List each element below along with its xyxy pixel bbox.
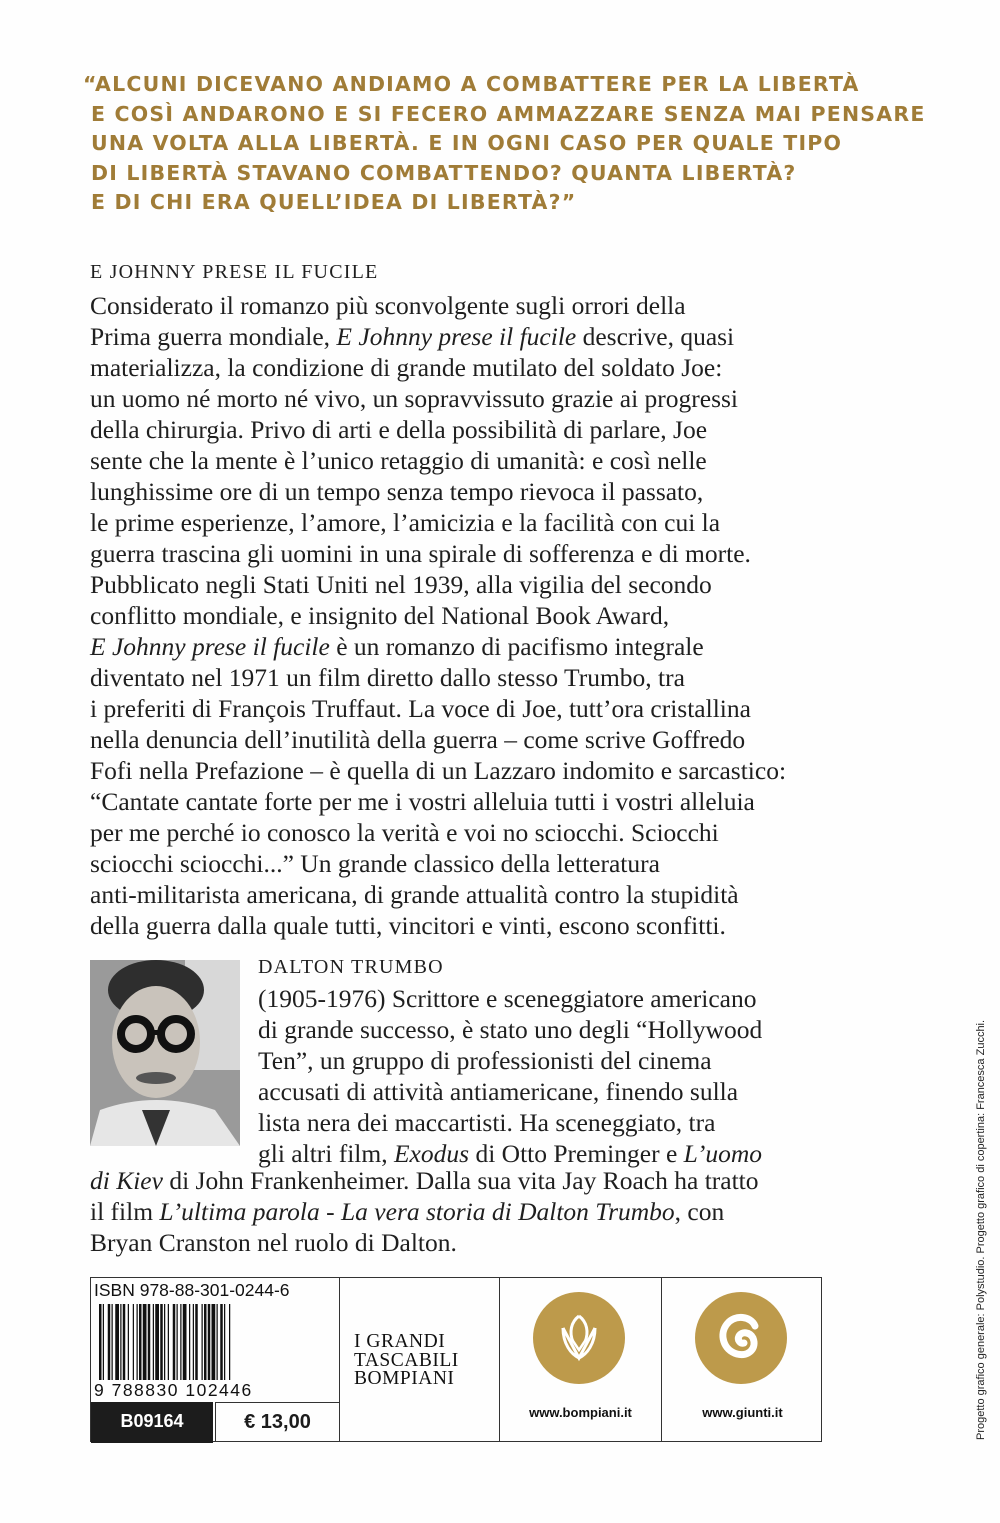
series-name — [354, 1333, 459, 1389]
book-title: E JOHNNY PRESE IL FUCILE — [90, 261, 379, 283]
isbn-label: ISBN 978-88-301-0244-6 — [94, 1280, 290, 1300]
text-line: Bryan Cranston nel ruolo di Dalton. — [90, 1228, 457, 1257]
text-line: di grande successo, è stato uno degli “Hollywood — [258, 1015, 763, 1044]
text-line: nella denuncia dell’inutilità della guerra – come scrive Goffredo — [90, 725, 746, 754]
italic-title: L’uomo — [683, 1139, 763, 1168]
bompiani-url[interactable]: www.bompiani.it — [529, 1405, 632, 1420]
giunti-cell — [661, 1278, 823, 1441]
text-line: Ten”, un gruppo di professionisti del cinema — [258, 1046, 712, 1075]
text-line: Pubblicato negli Stati Uniti nel 1939, alla vigilia del secondo — [90, 570, 712, 599]
series-cell — [339, 1278, 499, 1441]
italic-title: E Johnny prese il fucile — [336, 322, 577, 351]
barcode-area — [91, 1278, 339, 1441]
italic-title: L’ultima parola - La vera storia di Dalton Trumbo — [159, 1197, 675, 1226]
text-line: materializza, la condizione di grande mutilato del soldato Joe: — [90, 353, 723, 382]
author-bio-continued — [90, 1165, 950, 1258]
giunti-url[interactable]: www.giunti.it — [702, 1405, 783, 1420]
price: € 13,00 — [215, 1402, 339, 1442]
author-photo — [90, 960, 240, 1146]
text-line: Prima guerra mondiale, E Johnny prese il fucile descrive, quasi — [90, 322, 735, 351]
series-line: I GRANDI — [354, 1331, 446, 1352]
text-line: un uomo né morto né vivo, un sopravvissuto grazie ai progressi — [90, 384, 739, 413]
design-credits: Progetto grafico generale: Polystudio. Progetto grafico di copertina: Francesca Zucchi. — [975, 1019, 987, 1440]
text-line: Considerato il romanzo più sconvolgente sugli orrori della — [90, 291, 686, 320]
italic-title: E Johnny prese il fucile — [90, 632, 330, 661]
cover-quote — [83, 70, 926, 218]
text-line: “Cantate cantate forte per me i vostri alleluia tutti i vostri alleluia — [90, 787, 755, 816]
giunti-logo-icon — [695, 1292, 787, 1384]
bompiani-cell — [499, 1278, 661, 1441]
text-line: E Johnny prese il fucile è un romanzo di pacifismo integrale — [90, 632, 704, 661]
quote-line: “ALCUNI DICEVANO ANDIAMO A COMBATTERE PER LA LIBERTÀ — [83, 72, 860, 96]
text-line: diventato nel 1971 un film diretto dallo stesso Trumbo, tra — [90, 663, 685, 692]
text-line: della guerra dalla quale tutti, vincitori e vinti, escono sconfitti. — [90, 911, 726, 940]
barcode-icon — [99, 1304, 335, 1380]
text-line: accusati di attività antiamericane, finendo sulla — [258, 1077, 739, 1106]
text-line: conflitto mondiale, e insignito del National Book Award, — [90, 601, 670, 630]
text-line: della chirurgia. Privo di arti e della possibilità di parlare, Joe — [90, 415, 708, 444]
quote-line: DI LIBERTÀ STAVANO COMBATTENDO? QUANTA LIBERTÀ? — [91, 160, 797, 185]
author-bio — [258, 952, 858, 1169]
text-line: lista nera dei maccartisti. Ha sceneggiato, tra — [258, 1108, 716, 1137]
text-line: sente che la mente è l’unico retaggio di umanità: e così nelle — [90, 446, 707, 475]
isbn-digits: 9 788830 102446 — [94, 1380, 253, 1400]
quote-line: E DI CHI ERA QUELL’IDEA DI LIBERTÀ?” — [91, 190, 577, 214]
text-line: lunghissime ore di un tempo senza tempo rievoca il passato, — [90, 477, 704, 506]
text-line: (1905-1976) Scrittore e sceneggiatore americano — [258, 984, 757, 1013]
text-line: di Kiev di John Frankenheimer. Dalla sua vita Jay Roach ha tratto — [90, 1166, 759, 1195]
text-line: i preferiti di François Truffaut. La voce di Joe, tutt’ora cristallina — [90, 694, 751, 723]
product-code: B09164 — [91, 1402, 213, 1443]
text-line: per me perché io conosco la verità e voi no sciocchi. Sciocchi — [90, 818, 719, 847]
italic-title: di Kiev — [90, 1166, 163, 1195]
author-portrait-icon — [90, 960, 240, 1146]
book-description — [90, 257, 950, 941]
italic-title: Exodus — [393, 1139, 470, 1168]
text-line: sciocchi sciocchi...” Un grande classico della letteratura — [90, 849, 660, 878]
text-line: Fofi nella Prefazione – è quella di un Lazzaro indomito e sarcastico: — [90, 756, 787, 785]
quote-line: E COSÌ ANDARONO E SI FECERO AMMAZZARE SENZA MAI PENSARE — [91, 101, 926, 126]
barcode-panel — [90, 1277, 822, 1442]
text-line: gli altri film, Exodus di Otto Preminger e L’uomo — [258, 1139, 763, 1168]
quote-line: UNA VOLTA ALLA LIBERTÀ. E IN OGNI CASO PER QUALE TIPO — [91, 131, 843, 155]
text-line: il film L’ultima parola - La vera storia di Dalton Trumbo, con — [90, 1197, 725, 1226]
text-line: guerra trascina gli uomini in una spirale di sofferenza e di morte. — [90, 539, 751, 568]
text-line: anti-militarista americana, di grande attualità contro la stupidità — [90, 880, 739, 909]
bompiani-logo-icon — [533, 1292, 625, 1384]
series-line: BOMPIANI — [354, 1368, 455, 1389]
text-line: le prime esperienze, l’amore, l’amicizia e la facilità con cui la — [90, 508, 721, 537]
author-name: DALTON TRUMBO — [258, 956, 444, 978]
series-line: TASCABILI — [354, 1349, 459, 1371]
